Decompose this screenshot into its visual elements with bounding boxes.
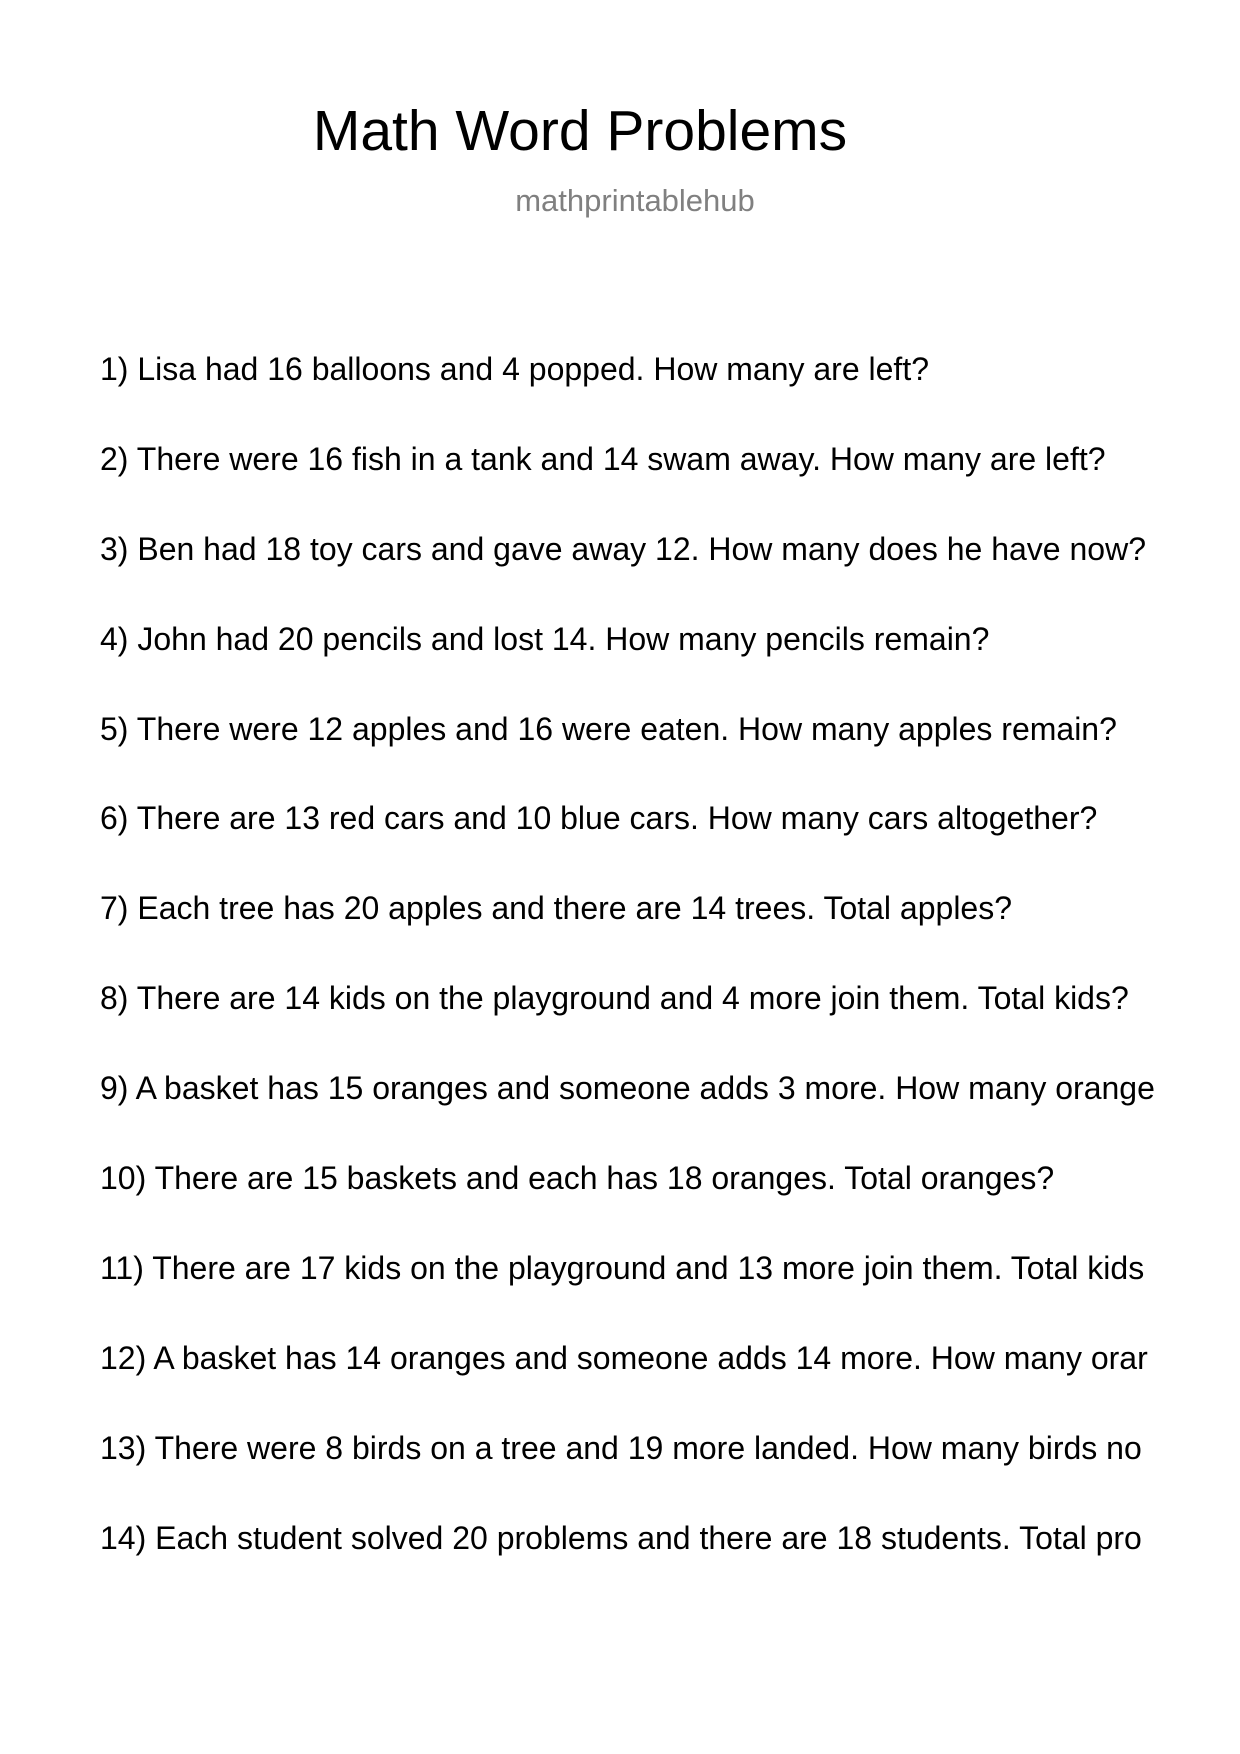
problem-item: 6) There are 13 red cars and 10 blue cars. How many cars altogether? (100, 800, 1098, 837)
problem-item: 7) Each tree has 20 apples and there are 14 trees. Total apples? (100, 890, 1013, 927)
problem-item: 8) There are 14 kids on the playground and 4 more join them. Total kids? (100, 980, 1129, 1017)
problem-item: 2) There were 16 fish in a tank and 14 swam away. How many are left? (100, 440, 1106, 477)
problem-item: 4) John had 20 pencils and lost 14. How many pencils remain? (100, 620, 990, 657)
problem-item: 12) A basket has 14 oranges and someone adds 14 more. How many orar (100, 1339, 1148, 1376)
problem-item: 1) Lisa had 16 balloons and 4 popped. How many are left? (100, 351, 929, 387)
problem-item: 5) There were 12 apples and 16 were eaten. How many apples remain? (100, 710, 1117, 747)
page-title: Math Word Problems (312, 99, 848, 163)
problem-item: 14) Each student solved 20 problems and there are 18 students. Total pro (100, 1519, 1142, 1556)
problem-item: 9) A basket has 15 oranges and someone adds 3 more. How many orange (100, 1070, 1155, 1107)
page-subtitle: mathprintablehub (515, 183, 755, 218)
problem-item: 10) There are 15 baskets and each has 18 oranges. Total oranges? (100, 1160, 1055, 1197)
problem-item: 11) There are 17 kids on the playground and 13 more join them. Total kids (100, 1249, 1145, 1286)
problem-list (100, 349, 1240, 1607)
problem-item: 3) Ben had 18 toy cars and gave away 12. How many does he have now? (100, 530, 1146, 567)
problem-item: 13) There were 8 birds on a tree and 19 more landed. How many birds no (100, 1429, 1142, 1466)
